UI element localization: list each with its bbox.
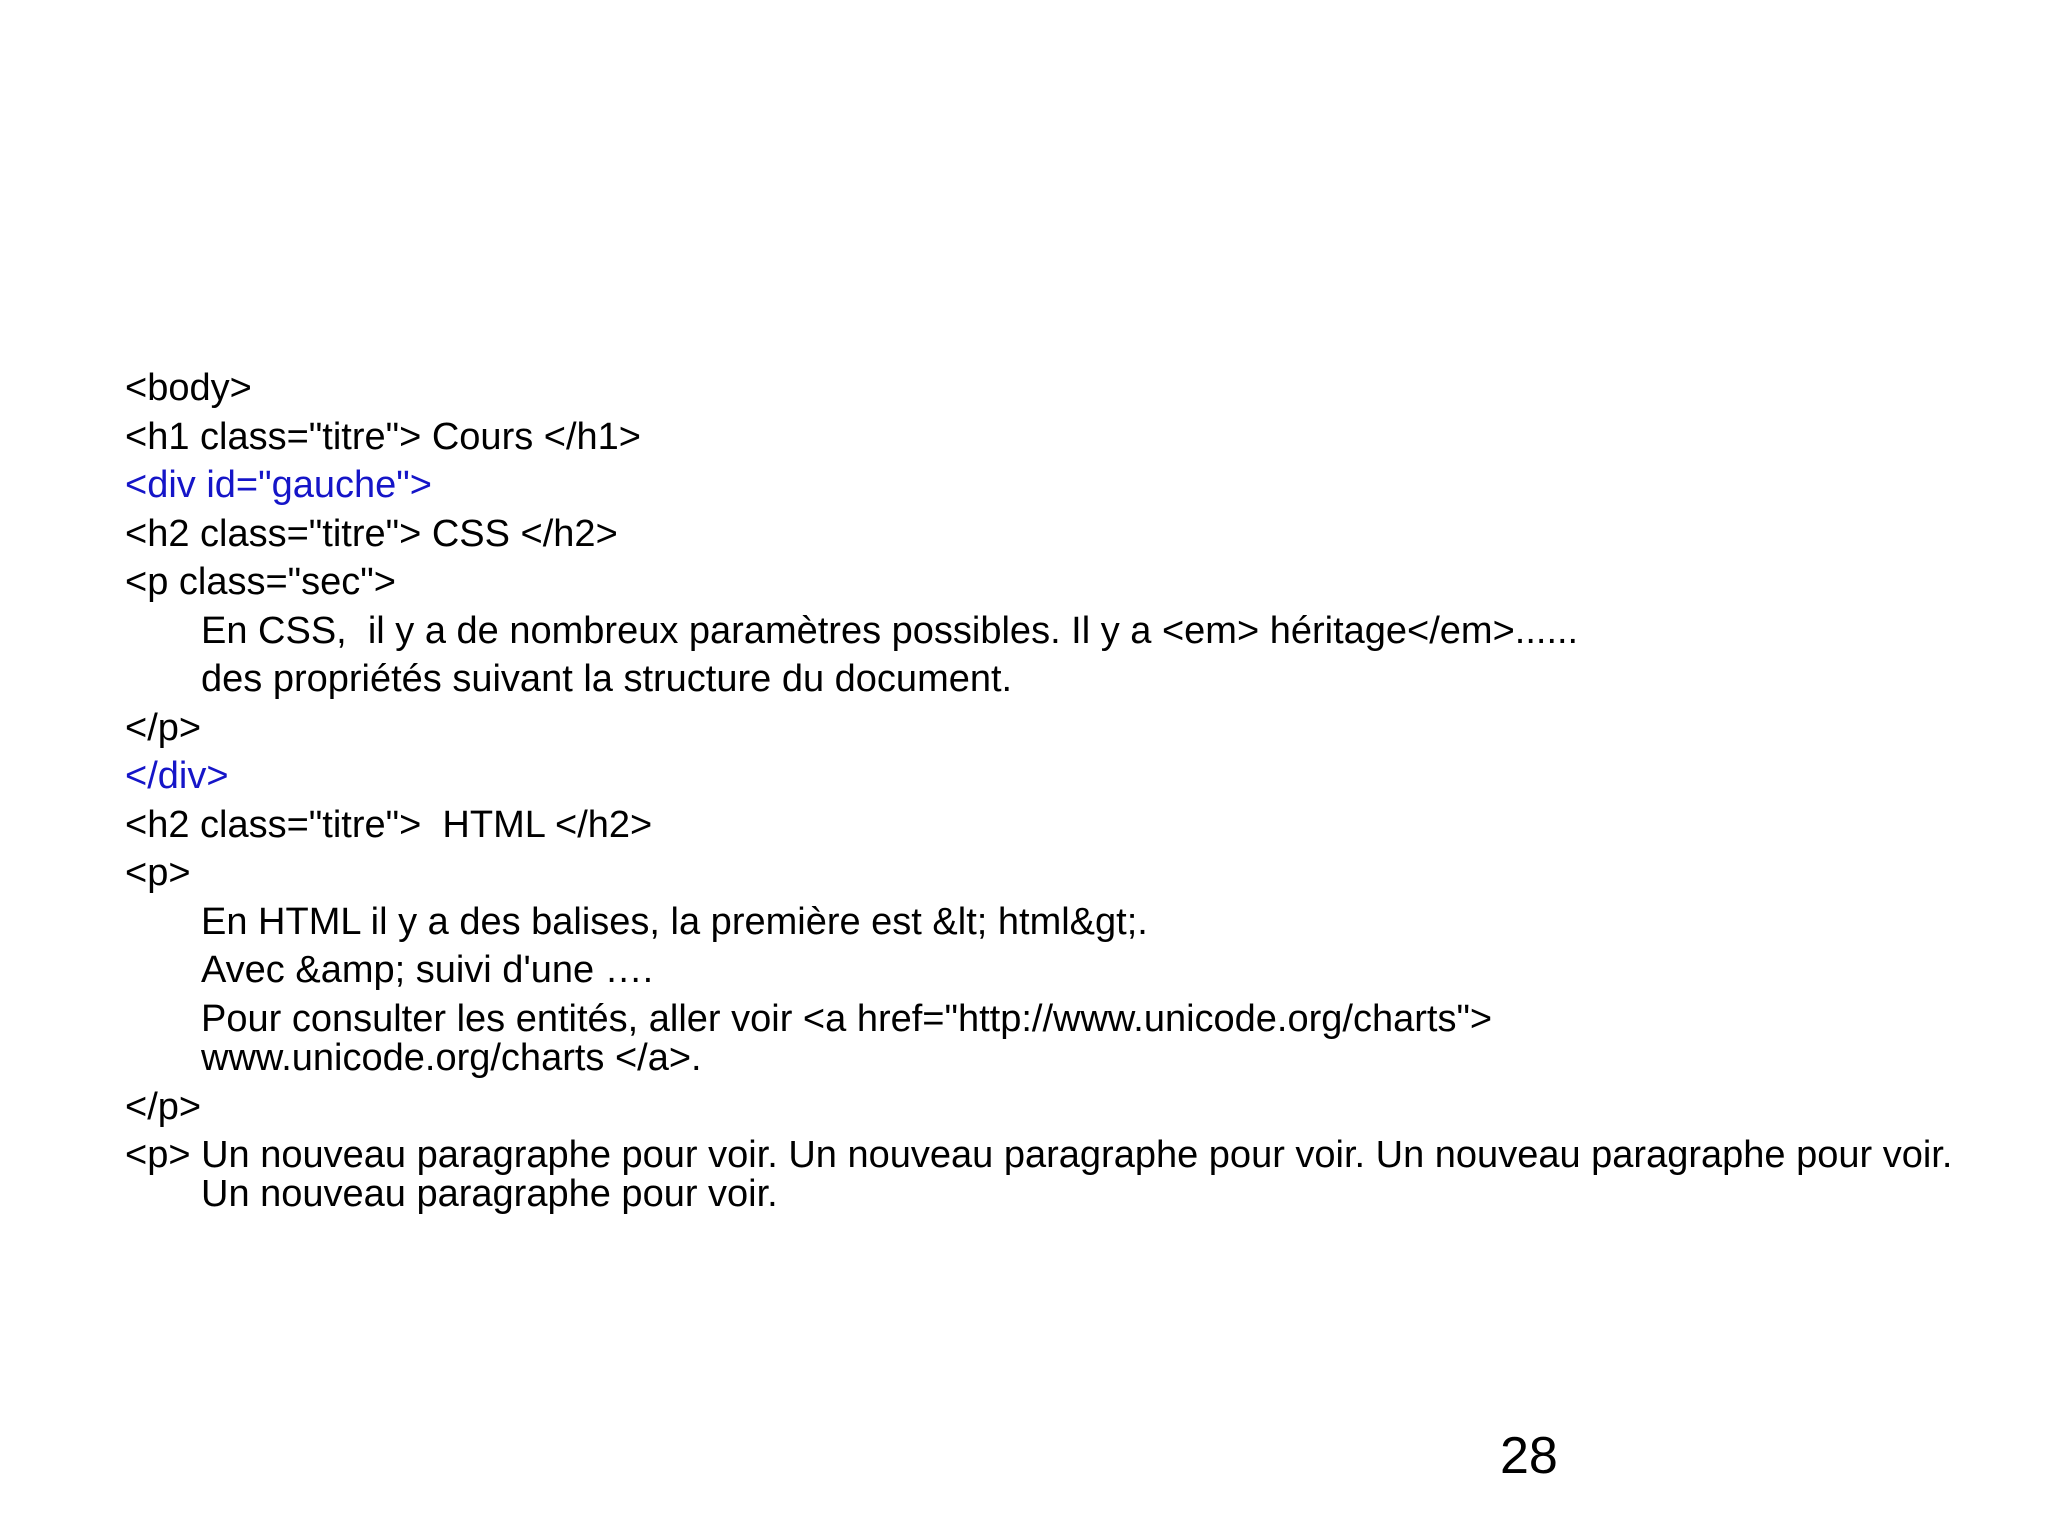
code-line-p-open: <p> <box>125 852 191 894</box>
code-line-p-close-2: </p> <box>125 1085 202 1128</box>
code-line-html-text-2: Avec &amp; suivi d'une …. <box>201 949 654 991</box>
code-line-css-text-2: des propriétés suivant la structure du document. <box>201 658 1013 700</box>
code-line-body-open: <body> <box>125 367 252 409</box>
code-line-html-text-3: Pour consulter les entités, aller voir <a href="http://www.unicode.org/charts"> www.unicode.org/charts </a>. <box>201 997 1493 1079</box>
code-line-p-sec-open: <p class="sec"> <box>125 561 396 603</box>
code-line-h1: <h1 class="titre"> Cours </h1> <box>125 415 641 458</box>
code-line-div-close: </div> <box>125 755 229 797</box>
code-line-div-open: <div id="gauche"> <box>125 464 432 506</box>
code-line-new-paragraph: <p> Un nouveau paragraphe pour voir. Un nouveau paragraphe pour voir. Un nouveau paragraphe pour voir. Un nouveau paragraphe pour voir. <box>125 1134 1953 1215</box>
code-line-css-text-1: En CSS, il y a de nombreux paramètres possibles. Il y a <em> héritage</em>...... <box>201 609 1579 652</box>
page-number: 28 <box>1500 1427 1558 1485</box>
code-line-p-close-1: </p> <box>125 706 202 749</box>
code-example <box>125 364 1953 1219</box>
code-line-h2-html: <h2 class="titre"> HTML </h2> <box>125 803 653 846</box>
code-line-h2-css: <h2 class="titre"> CSS </h2> <box>125 512 618 555</box>
code-line-html-text-1: En HTML il y a des balises, la première est &lt; html&gt;. <box>201 900 1148 943</box>
